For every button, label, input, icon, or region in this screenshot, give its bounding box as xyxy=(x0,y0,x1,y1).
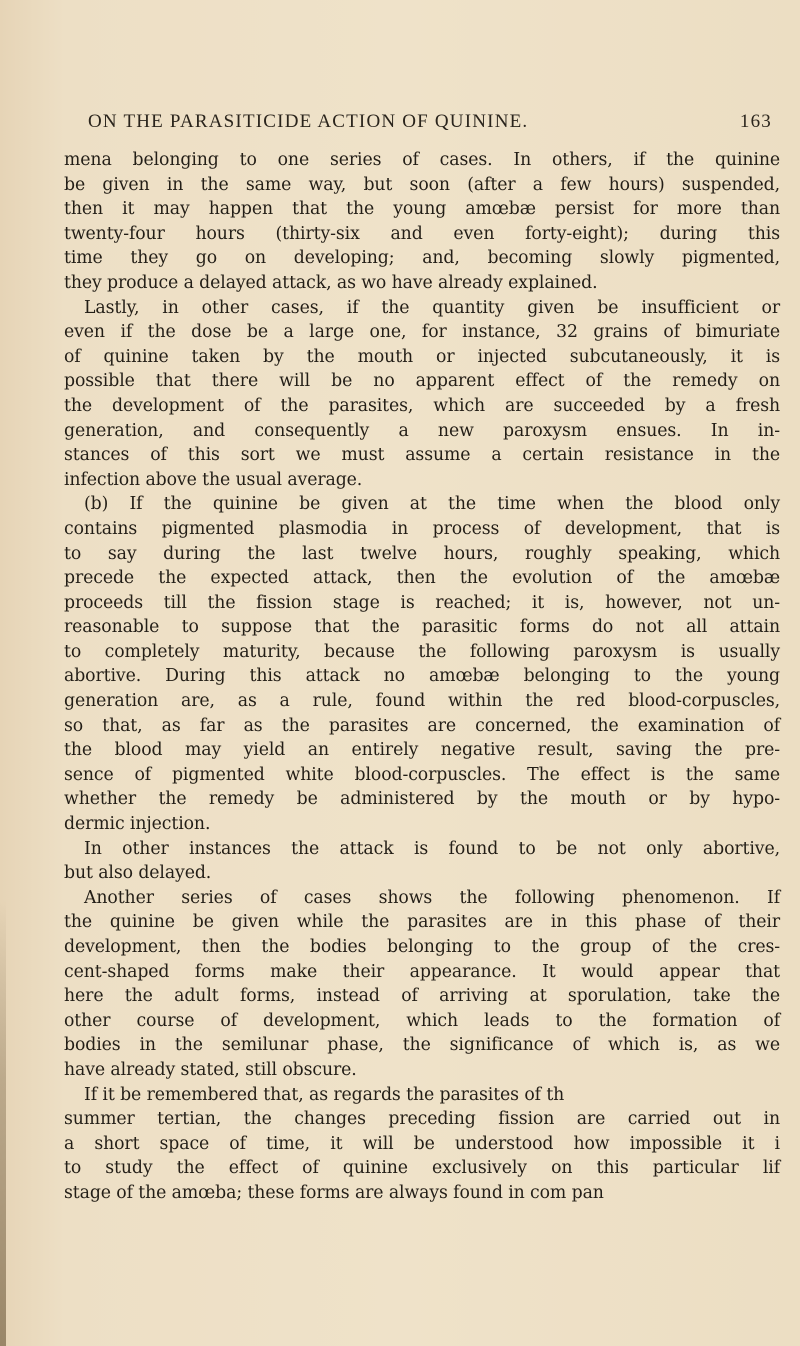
text-line: twenty-four hours (thirty-six and even forty-eight); during this xyxy=(64,223,780,244)
text-line: so that, as far as the parasites are concerned, the examination of xyxy=(64,715,780,736)
text-line: sence of pigmented white blood-corpuscles. The effect is the same xyxy=(64,764,780,785)
text-line: infection above the usual average. xyxy=(64,469,363,490)
running-head-title: ON THE PARASITICIDE ACTION OF QUININE. xyxy=(88,111,529,132)
text-line: In other instances the attack is found to be not only abortive, xyxy=(84,838,780,859)
text-line: have already stated, still obscure. xyxy=(64,1059,357,1080)
text-line: contains pigmented plasmodia in process of development, that is xyxy=(64,518,780,539)
text-line: to completely maturity, because the following paroxysm is usually xyxy=(64,641,780,662)
text-line: stage of the amœba; these forms are always found in com pan xyxy=(64,1182,604,1203)
text-line: generation, and consequently a new paroxysm ensues. In in- xyxy=(64,420,780,441)
text-line: then it may happen that the young amœbæ persist for more than xyxy=(64,199,780,220)
text-line: possible that there will be no apparent effect of the remedy on xyxy=(64,371,780,392)
text-line: proceeds till the fission stage is reached; it is, however, not un- xyxy=(64,592,780,613)
text-line: other course of development, which leads to the formation of xyxy=(64,1010,780,1031)
text-line: stances of this sort we must assume a certain resistance in the xyxy=(64,445,780,466)
text-line: a short space of time, it will be understood how impossible it i xyxy=(64,1133,780,1154)
text-line: dermic injection. xyxy=(64,814,211,835)
text-line: (b) If the quinine be given at the time when the blood only xyxy=(84,494,780,515)
text-line: here the adult forms, instead of arriving at sporulation, take the xyxy=(64,986,780,1007)
text-line: cent-shaped forms make their appearance. It would appear that xyxy=(64,961,780,982)
text-line: mena belonging to one series of cases. In others, if the quinine xyxy=(64,150,780,170)
text-line: Lastly, in other cases, if the quantity given be insufficient or xyxy=(84,297,780,318)
text-line: the development of the parasites, which are succeeded by a fresh xyxy=(64,395,780,416)
text-line: but also delayed. xyxy=(64,863,212,884)
text-line: If it be remembered that, as regards the parasites of th xyxy=(84,1084,565,1105)
running-head xyxy=(88,111,772,139)
text-line: of quinine taken by the mouth or injected subcutaneously, it is xyxy=(64,346,780,367)
text-line: time they go on developing; and, becoming slowly pigmented, xyxy=(64,248,780,269)
text-line: even if the dose be a large one, for instance, 32 grains of bimuriate xyxy=(64,322,780,343)
text-line: whether the remedy be administered by the mouth or by hypo- xyxy=(64,789,780,810)
page-edge-shadow xyxy=(0,900,6,1346)
text-line: to study the effect of quinine exclusively on this particular lif xyxy=(64,1158,780,1179)
text-line: the blood may yield an entirely negative result, saving the pre- xyxy=(64,740,780,761)
body-text xyxy=(64,148,780,1206)
text-line: abortive. During this attack no amœbæ belonging to the young xyxy=(64,666,780,687)
text-line: precede the expected attack, then the evolution of the amœbæ xyxy=(64,568,780,589)
text-line: Another series of cases shows the following phenomenon. If xyxy=(84,887,780,908)
text-line: the quinine be given while the parasites are in this phase of their xyxy=(64,912,780,933)
text-line: be given in the same way, but soon (after a few hours) suspended, xyxy=(64,174,780,195)
text-line: reasonable to suppose that the parasitic forms do not all attain xyxy=(64,617,780,638)
text-line: generation are, as a rule, found within the red blood-corpuscles, xyxy=(64,691,780,712)
text-line: they produce a delayed attack, as wo have already explained. xyxy=(64,272,598,293)
text-line: to say during the last twelve hours, roughly speaking, which xyxy=(64,543,780,564)
text-line: development, then the bodies belonging to the group of the cres- xyxy=(64,937,780,957)
text-line: summer tertian, the changes preceding fission are carried out in xyxy=(64,1109,780,1130)
text-line: bodies in the semilunar phase, the significance of which is, as we xyxy=(64,1035,780,1056)
page-number: 163 xyxy=(739,111,772,132)
